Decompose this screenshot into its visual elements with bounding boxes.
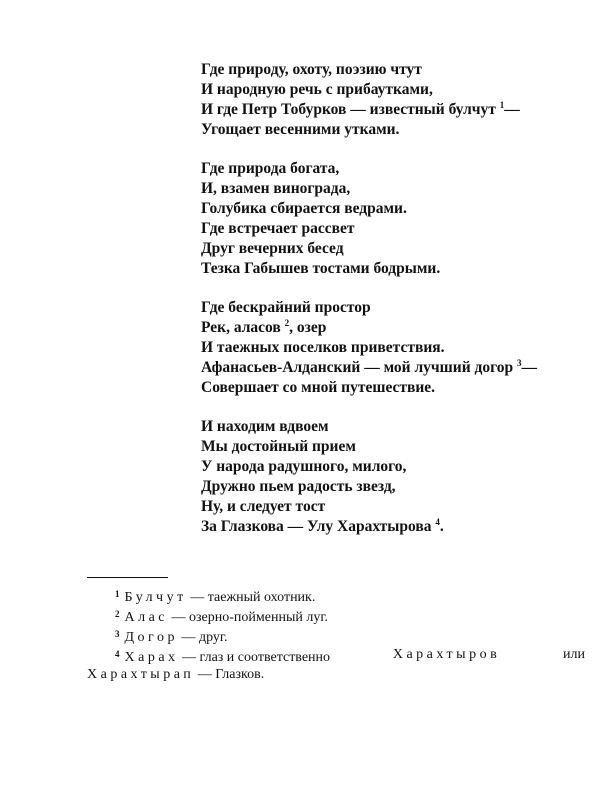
- poem-line: [201, 179, 601, 199]
- footnote-mark: 3: [115, 629, 120, 639]
- line-text: Тезка Габышев тостами бодрыми.: [201, 260, 441, 277]
- footnote-definition: — таежный охотник.: [186, 590, 316, 605]
- poem-line: [201, 100, 601, 120]
- line-text: Где встречает рассвет: [201, 220, 355, 237]
- line-text: Угощает весенними утками.: [201, 121, 400, 138]
- line-text: .: [439, 518, 444, 535]
- poem-line: [201, 80, 601, 100]
- poem-line: [201, 298, 601, 318]
- poem-line: [201, 259, 601, 279]
- poem-line: [201, 457, 601, 477]
- poem-line: [201, 517, 601, 537]
- footnote-mark: 2: [115, 609, 120, 619]
- footnote-term: Харахтырап: [87, 667, 195, 682]
- poem-line: [201, 437, 601, 457]
- footnote-ref[interactable]: 2: [284, 318, 290, 328]
- poem-line: [201, 477, 601, 497]
- poem-line: [201, 199, 601, 219]
- footnote-divider: [87, 577, 168, 578]
- footnote-term: Догор: [124, 630, 178, 645]
- poem-line: [201, 378, 601, 398]
- poem: [201, 60, 601, 556]
- line-text: , озер: [289, 319, 327, 336]
- footnote-definition: — глаз и соответственно: [178, 650, 331, 665]
- line-text: И, взамен винограда,: [201, 180, 351, 197]
- footnote-ref[interactable]: 1: [499, 100, 505, 110]
- stanza-1: [201, 60, 601, 140]
- poem-line: [201, 159, 601, 179]
- line-text: Ну, и следует тост: [201, 498, 326, 515]
- footnote-term: Булчут: [124, 590, 187, 605]
- footnote-mark: 4: [115, 649, 120, 659]
- poem-line: [201, 497, 601, 517]
- line-text: У народа радушного, милого,: [201, 458, 407, 475]
- line-text: Где природа богата,: [201, 160, 340, 177]
- poem-line: [201, 219, 601, 239]
- footnote-ref[interactable]: 3: [517, 358, 522, 368]
- poem-line: [201, 60, 601, 80]
- poem-line: [201, 338, 601, 358]
- footnote-ref[interactable]: 4: [435, 517, 440, 527]
- footnote-2: [87, 606, 587, 626]
- footnote-3: [87, 626, 587, 646]
- footnote-4-continued: [87, 666, 587, 683]
- line-text: Мы достойный прием: [201, 438, 356, 455]
- footnote-term: Алас: [124, 610, 169, 625]
- line-text: Афанасьев-Алданский — мой лучший догор: [201, 359, 514, 376]
- footnotes: [87, 586, 587, 683]
- poem-line: [201, 358, 601, 378]
- footnote-term: Харахтыров: [392, 647, 501, 662]
- line-text: Голубика сбирается ведрами.: [201, 200, 407, 217]
- stanza-2: [201, 159, 601, 279]
- footnote-4-start: [115, 646, 330, 666]
- footnote-definition: — Глазков.: [194, 667, 265, 682]
- stanza-3: [201, 298, 601, 398]
- line-text: Где природу, охоту, поэзию чтут: [201, 61, 422, 78]
- footnote-mark: 1: [115, 589, 120, 599]
- line-text: И таежных поселков приветствия.: [201, 339, 445, 356]
- poem-line: [201, 318, 601, 338]
- line-text: Рек, аласов: [201, 319, 281, 336]
- poem-line: [201, 239, 601, 259]
- line-text: —: [504, 101, 520, 118]
- line-text: Где бескрайний простор: [201, 299, 371, 316]
- line-text: И находим вдвоем: [201, 418, 329, 435]
- line-text: За Глазкова — Улу Харахтырова: [201, 518, 432, 535]
- footnote-1: [87, 586, 587, 606]
- line-text: Совершает со мной путешествие.: [201, 379, 436, 396]
- footnote-definition: — озерно-пойменный луг.: [168, 610, 329, 625]
- line-text: —: [521, 359, 537, 376]
- poem-line: [201, 120, 601, 140]
- stanza-4: [201, 417, 601, 537]
- footnote-4: [87, 646, 585, 666]
- footnote-term: Харах: [124, 650, 179, 665]
- footnote-definition: или: [563, 647, 585, 662]
- line-text: И где Петр Тобурков — известный булчут: [201, 101, 496, 118]
- line-text: И народную речь с прибаутками,: [201, 81, 433, 98]
- line-text: Дружно пьем радость звезд,: [201, 478, 396, 495]
- footnote-definition: — друг.: [177, 630, 228, 645]
- line-text: Друг вечерних бесед: [201, 240, 344, 257]
- poem-line: [201, 417, 601, 437]
